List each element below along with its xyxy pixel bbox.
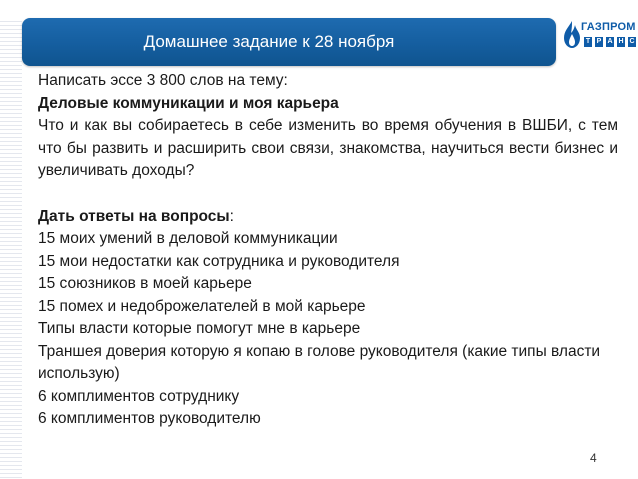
essay-question: Что и как вы собираетесь в себе изменить во время обучения в ВШБИ, с тем что бы развить и расширить свои связи, знакомства, научиться вести бизнес и увеличивать доходы? (38, 117, 618, 179)
logo-letter: Р (596, 38, 602, 45)
question-item: 6 комплиментов руководителю (38, 410, 261, 427)
gazprom-logo (562, 20, 634, 54)
question-item: 15 моих умений в деловой коммуникации (38, 230, 338, 247)
decorative-side-lines (0, 18, 22, 479)
page-number: 4 (590, 451, 597, 465)
slide-content (38, 70, 618, 431)
gazprom-flame-icon (562, 20, 582, 50)
questions-heading: Дать ответы на вопросы (38, 207, 230, 225)
question-item: 6 комплиментов сотруднику (38, 387, 240, 405)
logo-letter: Т (585, 38, 591, 45)
slide-title: Домашнее задание к 28 ноября (143, 32, 395, 51)
question-item: Траншея доверия которую я копаю в голове руководителя (какие типы власти использую) (38, 342, 601, 382)
question-item: 15 помех и недоброжелателей в мой карьере (38, 297, 366, 315)
logo-word: ГАЗПРОМ (581, 21, 636, 33)
questions-heading-line (38, 206, 618, 229)
essay-topic: Деловые коммуникации и моя карьера (38, 94, 339, 112)
logo-letter: С (629, 38, 635, 45)
logo-letter: А (607, 38, 613, 45)
question-item: Типы власти которые помогут мне в карьере (38, 320, 361, 337)
question-item: 15 мои недостатки как сотрудника и руководителя (38, 252, 400, 270)
question-item: 15 союзников в моей карьере (38, 275, 252, 292)
spacer (38, 183, 618, 206)
essay-intro: Написать эссе 3 800 слов на тему: (38, 72, 288, 89)
logo-letter: Н (618, 38, 624, 45)
logo-subletters (584, 37, 636, 47)
questions-heading-colon: : (229, 207, 234, 225)
title-bar (22, 18, 556, 66)
